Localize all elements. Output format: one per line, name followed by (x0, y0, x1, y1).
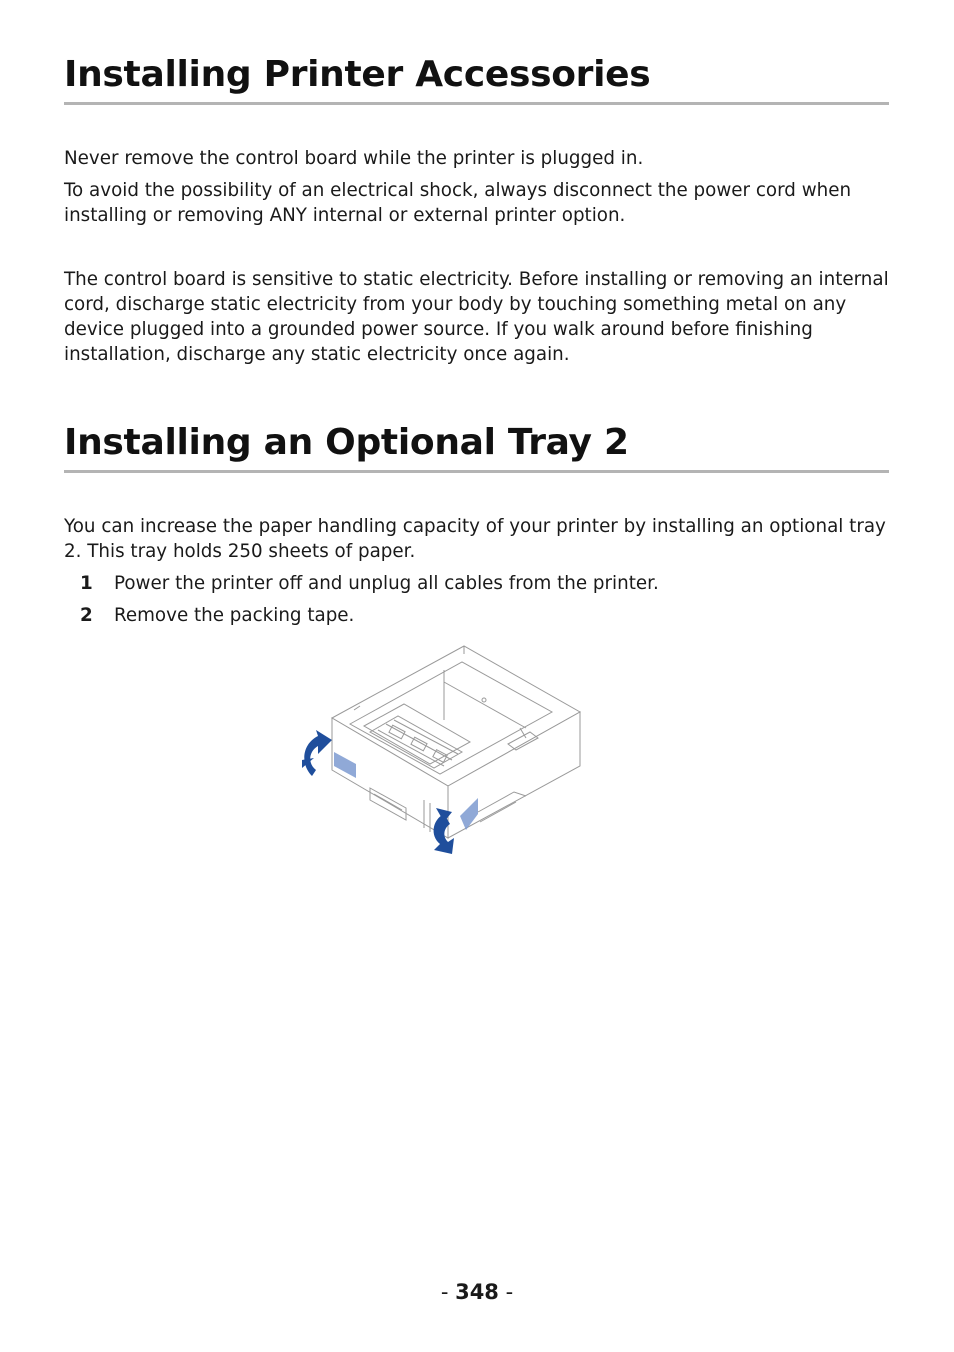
tray-illustration (294, 640, 586, 864)
step-item (64, 603, 894, 628)
step-number: 2 (80, 605, 93, 626)
page-footer (0, 1278, 954, 1306)
caution-static-electricity: The control board is sensitive to static electricity. Before installing or removing an internal cord, discharge static electricity from your body by touching something metal on any device plugged into a grounded power source. If you walk around before finishing installation, discharge any static electricity once again. (64, 269, 889, 365)
section-title-optional-tray: Installing an Optional Tray 2 (64, 422, 629, 463)
section-title-accessories: Installing Printer Accessories (64, 54, 651, 95)
step-text: Remove the packing tape. (114, 605, 355, 626)
footer-prefix: - (440, 1280, 456, 1304)
warning-electrical-shock: To avoid the possibility of an electrical shock, always disconnect the power cord when installing or removing ANY internal or external printer option. (64, 180, 852, 226)
footer-suffix: - (498, 1280, 514, 1304)
title-divider (64, 102, 889, 105)
step-number: 1 (80, 573, 93, 594)
page-number: 348 (455, 1280, 499, 1304)
step-text: Power the printer off and unplug all cables from the printer. (114, 573, 659, 594)
title-divider (64, 470, 889, 473)
optional-tray-icon (294, 640, 586, 864)
intro-paragraph: You can increase the paper handling capacity of your printer by installing an optional tray 2. This tray holds 250 sheets of paper. (64, 516, 886, 562)
step-item (64, 571, 894, 596)
warning-control-board: Never remove the control board while the printer is plugged in. (64, 148, 644, 169)
